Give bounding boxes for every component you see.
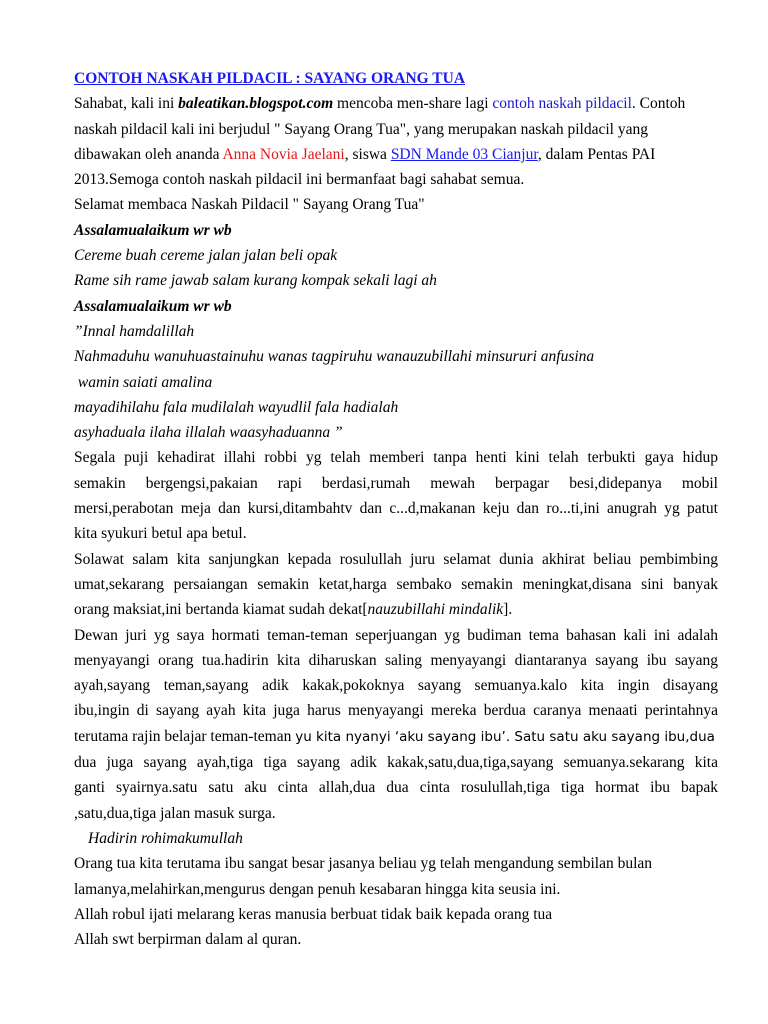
pildacil-link[interactable]: contoh naskah pildacil: [492, 95, 632, 113]
intro-line-3: [74, 142, 718, 167]
greeting-2: Assalamualaikum wr wb: [74, 297, 232, 315]
para1-line: kita syukuri betul apa betul.: [74, 525, 247, 543]
para4-line: Allah robul ijati melarang keras manusia berbuat tidak baik kepada orang tua: [74, 905, 553, 923]
para3-line: ganti syairnya.satu satu aku cinta allah,dua dua cinta rosulullah,tiga tiga hormat ibu bapak: [74, 779, 718, 797]
para2-line: Solawat salam kita sanjungkan kepada rosulullah juru selamat dunia akhirat beliau pembimbing: [74, 550, 718, 568]
para2-italic: nauzubillahi mindalik: [367, 601, 504, 619]
para3-line: ,satu,dua,tiga jalan masuk surga.: [74, 804, 276, 822]
para2-text: orang maksiat,ini bertanda kiamat sudah dekat[: [74, 601, 368, 619]
para4-line: Orang tua kita terutama ibu sangat besar jasanya beliau yg telah mengandung sembilan bulan: [74, 855, 653, 873]
para3-text: terutama rajin belajar teman-teman: [74, 727, 296, 745]
para4-line: lamanya,melahirkan,mengurus dengan penuh kesabaran hingga kita seusia ini.: [74, 880, 561, 898]
intro-text: , siswa: [344, 145, 391, 163]
school-link[interactable]: SDN Mande 03 Cianjur: [390, 145, 538, 163]
para1-line: mersi,perabotan meja dan kursi,ditambahtv dan c...d,makanan keju dan ro...ti,ini anugrah yg patut: [74, 500, 718, 518]
para3-line: [74, 724, 718, 750]
para3-line: menyayangi orang tua.hadirin kita diharuskan saling menyayangi diantaranya sayang ibu sayang: [74, 651, 718, 669]
intro-line-2: naskah pildacil kali ini berjudul " Sayang Orang Tua", yang merupakan naskah pildacil yang: [74, 120, 648, 138]
pantun-line: Rame sih rame jawab salam kurang kompak sekali lagi ah: [74, 272, 437, 290]
arabic-line: asyhaduala ilaha illalah waasyhaduanna ”: [74, 424, 343, 442]
arabic-line: mayadihilahu fala mudilalah wayudlil fala hadialah: [74, 398, 399, 416]
para1-line: semakin bergengsi,pakaian rapi berdasi,rumah mewah berpagar besi,didepanya mobil: [74, 474, 718, 492]
hadirin-heading: Hadirin rohimakumullah: [88, 829, 243, 847]
intro-line-1: [74, 91, 718, 116]
para1-line: Segala puji kehadirat illahi robbi yg telah memberi tanpa henti kini telah terbukti gaya hidup: [74, 449, 718, 467]
para3-song-text: yu kita nyanyi ‘aku sayang ibu’. Satu satu aku sayang ibu,dua: [295, 728, 715, 745]
para3-line: ibu,ingin di sayang ayah kita juga harus menyayangi mereka berdua caranya menaati perintahnya: [74, 702, 718, 720]
arabic-line: wamin saiati amalina: [74, 373, 213, 391]
para4-line: Allah swt berpirman dalam al quran.: [74, 931, 302, 949]
para3-line: dua juga sayang ayah,tiga tiga sayang adik kakak,satu,dua,tiga,sayang semuanya.sekarang kita: [74, 754, 718, 772]
intro-line-4: 2013.Semoga contoh naskah pildacil ini bermanfaat bagi sahabat semua.: [74, 171, 525, 189]
blog-name: baleatikan.blogspot.com: [178, 95, 334, 113]
intro-text: dibawakan oleh ananda: [74, 145, 223, 163]
para2-line: [74, 597, 718, 622]
intro-text: mencoba men-share lagi: [333, 95, 493, 113]
pantun-line: Cereme buah cereme jalan jalan beli opak: [74, 247, 338, 265]
para2-text: ].: [503, 601, 513, 619]
student-name: Anna Novia Jaelani: [222, 145, 345, 163]
intro-text: . Contoh: [631, 95, 686, 113]
document-title[interactable]: CONTOH NASKAH PILDACIL : SAYANG ORANG TUA: [74, 70, 466, 87]
arabic-line: Nahmaduhu wanuhuastainuhu wanas tagpiruhu wanauzubillahi minsururi anfusina: [74, 348, 595, 366]
para3-line: ayah,sayang teman,sayang adik kakak,pokoknya sayang semuanya.kalo kita ingin disayang: [74, 677, 718, 695]
arabic-line: ”Innal hamdalillah: [74, 322, 195, 340]
intro-text: , dalam Pentas PAI: [537, 145, 656, 163]
intro-line-5: Selamat membaca Naskah Pildacil " Sayang Orang Tua": [74, 196, 425, 214]
greeting-1: Assalamualaikum wr wb: [74, 221, 232, 239]
intro-text: Sahabat, kali ini: [74, 95, 179, 113]
para2-line: umat,sekarang persaiangan semakin ketat,harga sembako semakin meningkat,disana sini banyak: [74, 575, 718, 593]
para3-line: Dewan juri yg saya hormati teman-teman seperjuangan yg budiman tema bahasan kali ini adalah: [74, 626, 718, 644]
